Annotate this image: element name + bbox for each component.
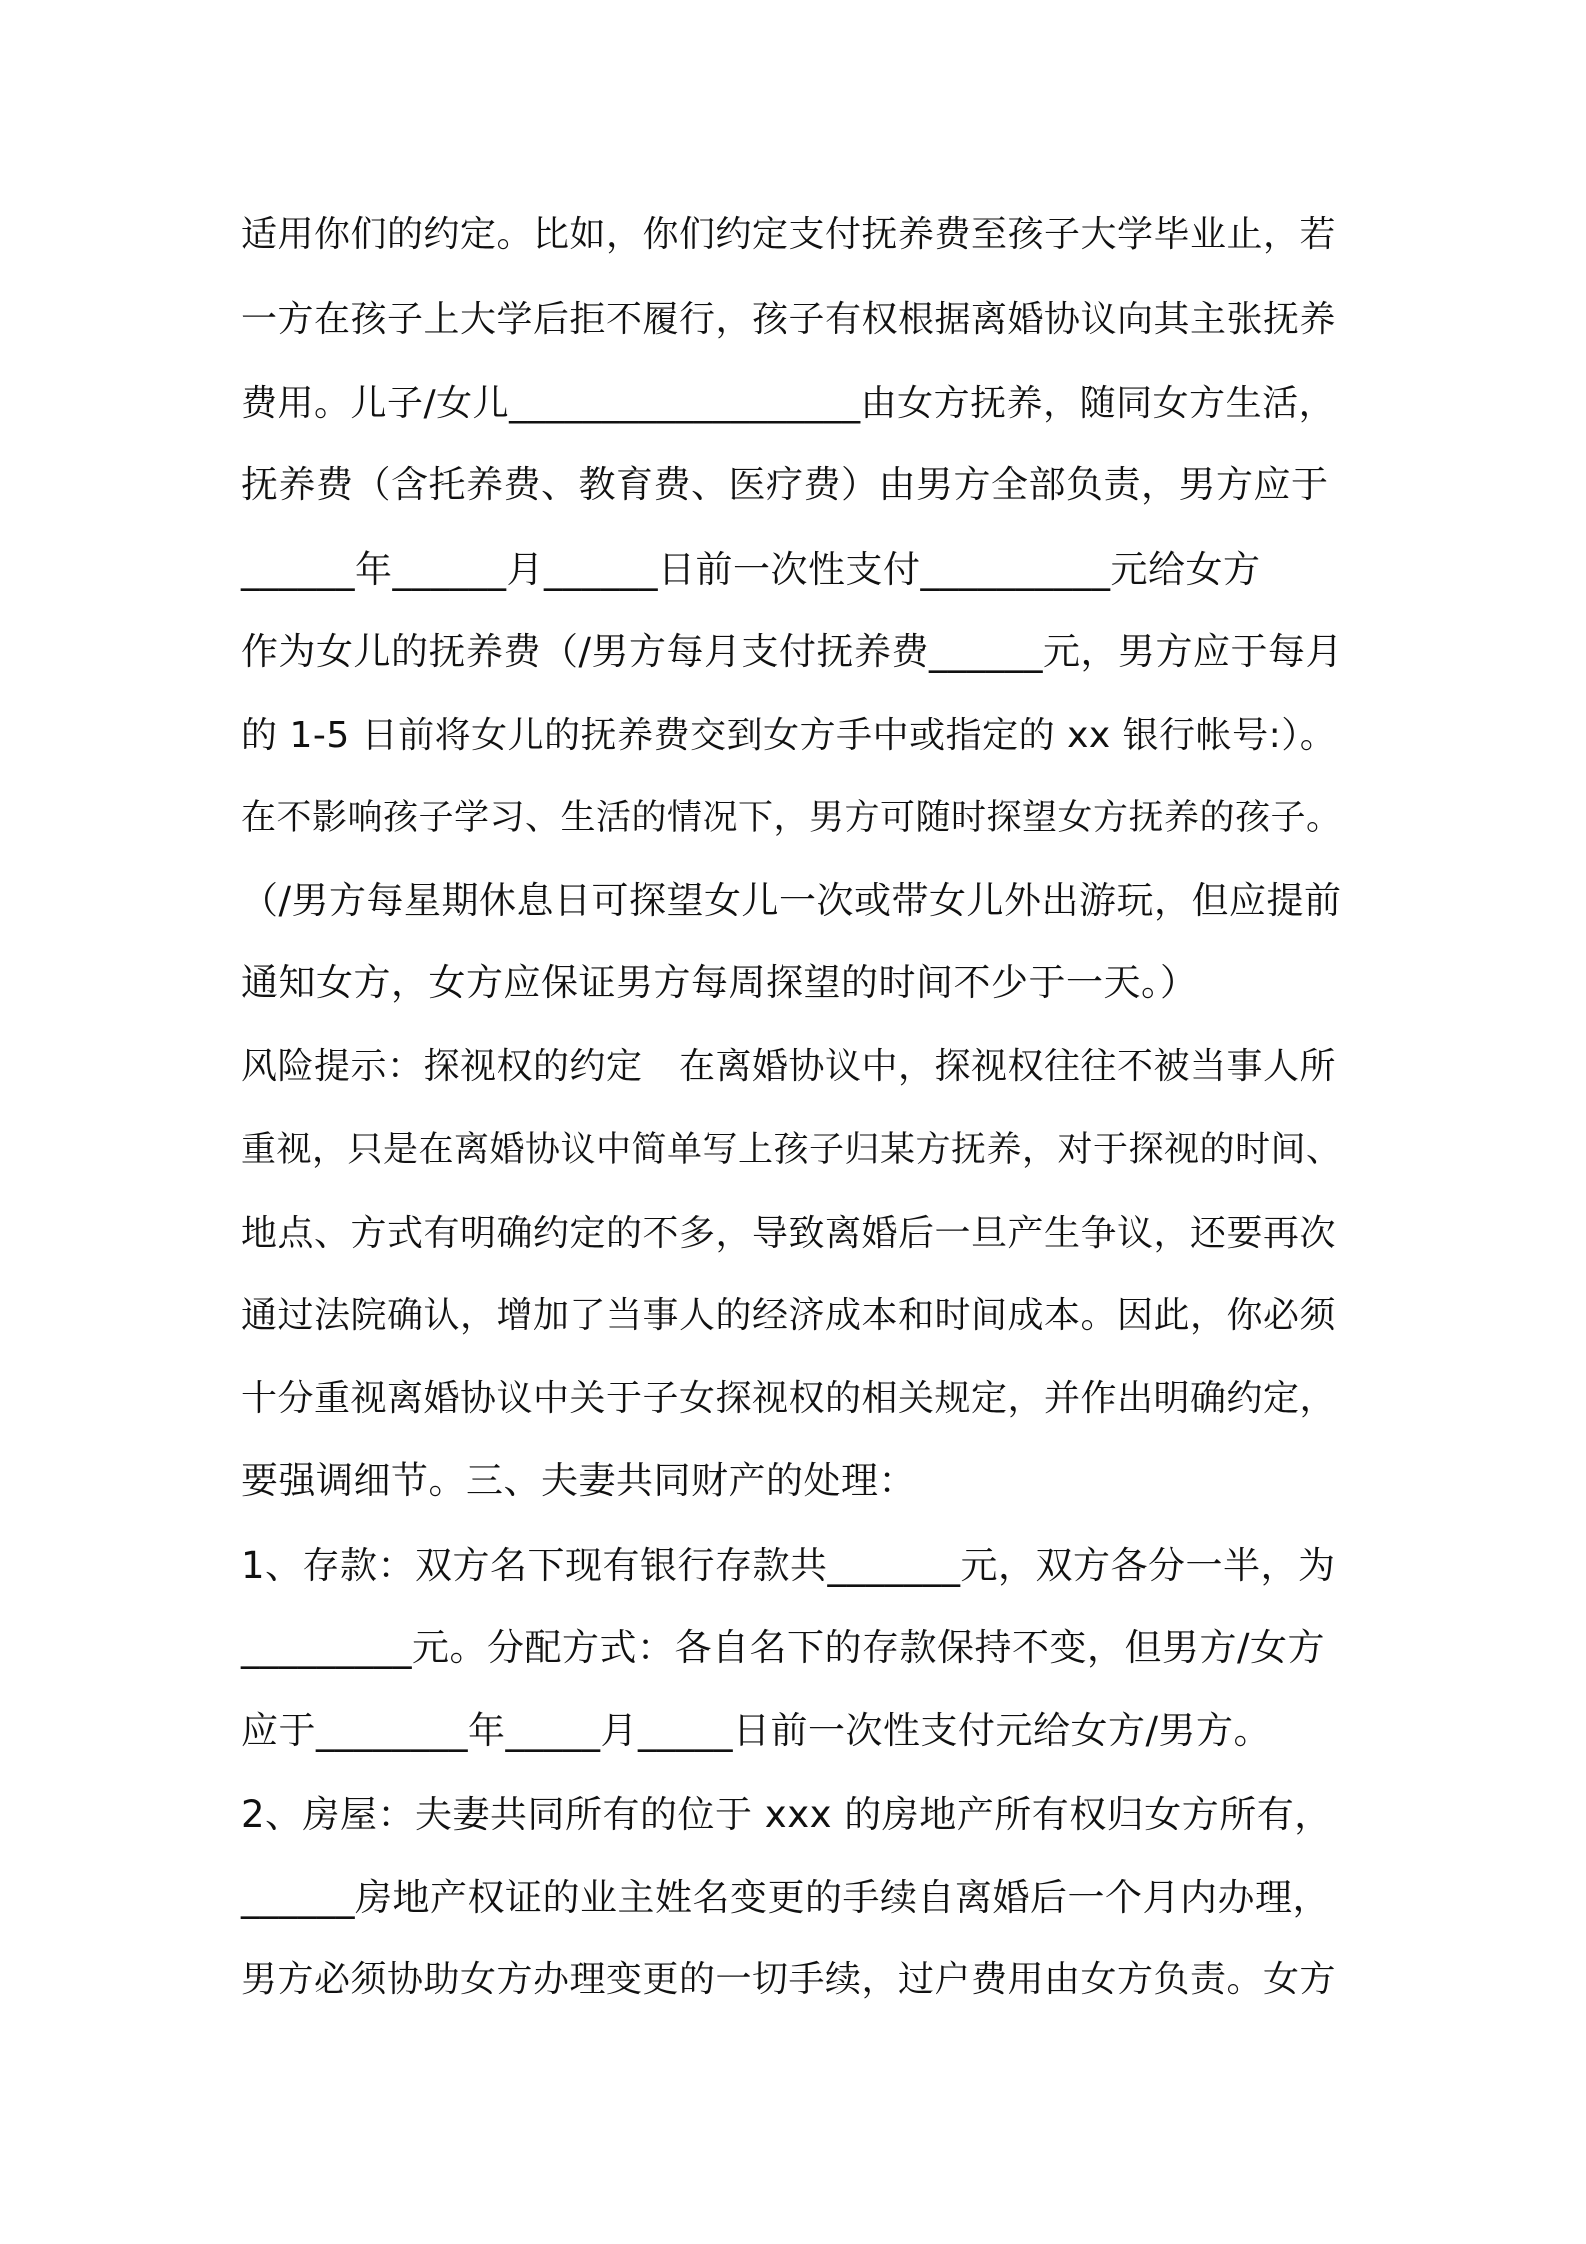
- text-line: 适用你们的约定。比如，你们约定支付抚养费至孩子大学毕业止，若: [241, 214, 1337, 255]
- text-line: 重视，只是在离婚协议中简单写上孩子归某方抚养，对于探视的时间、: [241, 1130, 1342, 1170]
- text-line: （/男方每星期休息日可探望女儿一次或带女儿外出游玩，但应提前: [241, 879, 1342, 922]
- text-line: 1、存款：双方名下现有银行存款共_______元，双方各分一半，为: [241, 1544, 1336, 1587]
- text-line: 作为女儿的抚养费（/男方每月支付抚养费______元，男方应于每月: [241, 630, 1343, 673]
- text-line: 的 1-5 日前将女儿的抚养费交到女方手中或指定的 xx 银行帐号:）。: [241, 715, 1337, 756]
- text-line: 在不影响孩子学习、生活的情况下，男方可随时探望女方抚养的孩子。: [241, 798, 1342, 838]
- text-line: ______年______月______日前一次性支付__________元给女方: [241, 548, 1261, 591]
- text-line: 费用。儿子/女儿___________________由女方抚养，随同女方生活，: [241, 383, 1336, 424]
- text-line: 2、房屋：夫妻共同所有的位于 xxx 的房地产所有权归女方所有，: [241, 1793, 1332, 1836]
- text-line: 风险提示：探视权的约定 在离婚协议中，探视权往往不被当事人所: [241, 1046, 1337, 1087]
- text-line: 应于________年_____月_____日前一次性支付元给女方/男方。: [241, 1709, 1271, 1752]
- text-line: 一方在孩子上大学后拒不履行，孩子有权根据离婚协议向其主张抚养: [241, 299, 1337, 340]
- text-line: 地点、方式有明确约定的不多，导致离婚后一旦产生争议，还要再次: [241, 1213, 1337, 1254]
- text-line: _________元。分配方式：各自名下的存款保持不变，但男方/女方: [241, 1626, 1325, 1669]
- text-line: 十分重视离婚协议中关于子女探视权的相关规定，并作出明确约定，: [241, 1378, 1337, 1419]
- text-line: 要强调细节。三、夫妻共同财产的处理：: [241, 1459, 916, 1502]
- text-line: 通知女方，女方应保证男方每周探望的时间不少于一天。）: [241, 961, 1198, 1004]
- text-line: ______房地产权证的业主姓名变更的手续自离婚后一个月内办理，: [241, 1876, 1330, 1919]
- text-line: 抚养费（含托养费、教育费、医疗费）由男方全部负责，男方应于: [241, 463, 1329, 506]
- text-line: 通过法院确认，增加了当事人的经济成本和时间成本。因此，你必须: [241, 1295, 1337, 1336]
- text-line: 男方必须协助女方办理变更的一切手续，过户费用由女方负责。女方: [241, 1959, 1337, 2000]
